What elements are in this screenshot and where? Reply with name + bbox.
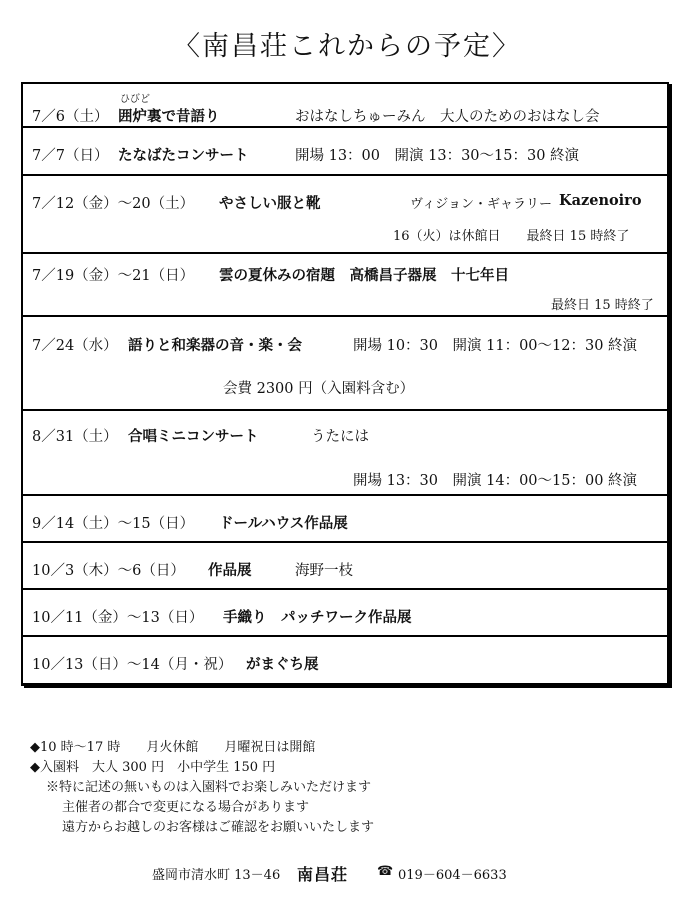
event-note: 最終日 15 時終了: [551, 298, 654, 313]
address: 盛岡市清水町 13－46: [152, 868, 281, 883]
event-date: 9／14（土）〜15（日）: [32, 516, 195, 532]
event-date: 7／12（金）〜20（土）: [32, 196, 195, 212]
page-title: 〈南昌荘これからの予定〉: [173, 31, 521, 62]
event-row: [23, 84, 667, 128]
event-detail: うたには: [311, 429, 369, 445]
event-detail: 開場 10：30 開演 11：00〜12：30 終演: [353, 338, 638, 354]
note-confirm: 遠方からお越しのお客様はご確認をお願いいたします: [62, 820, 375, 835]
telephone-icon: ☎: [377, 864, 394, 879]
event-date: 10／11（金）〜13（日）: [32, 610, 204, 626]
event-name: 作品展: [208, 562, 252, 579]
event-note: 開場 13：30 開演 14：00〜15：00 終演: [353, 473, 638, 489]
note-admission: ◆入園料 大人 300 円 小中学生 150 円: [30, 760, 276, 775]
telephone-number: 019－604－6633: [398, 868, 507, 883]
event-date: 10／3（木）〜6（日）: [32, 563, 185, 579]
event-detail: 開場 13：00 開演 13：30〜15：30 終演: [295, 148, 580, 164]
event-name: 雲の夏休みの宿題 高橋昌子器展 十七年目: [219, 267, 509, 284]
event-date: 8／31（土）: [32, 429, 118, 445]
event-name: 手織り パッチワーク作品展: [223, 609, 412, 626]
event-detail-en: Kazenoiro: [559, 192, 642, 209]
event-row: [23, 128, 667, 176]
event-name: たなばたコンサート: [118, 147, 249, 164]
event-row: [23, 176, 667, 254]
notes: [30, 738, 374, 838]
event-name: ドールハウス作品展: [219, 515, 348, 532]
event-row: [23, 637, 667, 684]
event-note: 16（火）は休館日 最終日 15 時終了: [393, 229, 630, 244]
event-name: 囲炉裏で昔語り: [118, 108, 220, 125]
event-row: [23, 411, 667, 496]
event-date: 10／13（日）〜14（月・祝）: [32, 657, 233, 673]
event-detail: 海野一枝: [295, 563, 353, 579]
event-row: [23, 496, 667, 543]
note-change: 主催者の都合で変更になる場合があります: [62, 800, 310, 815]
note-hours: ◆10 時〜17 時 月火休館 月曜祝日は開館: [30, 740, 316, 755]
event-detail: ヴィジョン・ギャラリー: [410, 197, 552, 212]
event-date: 7／24（水）: [32, 338, 118, 354]
event-detail: おはなしちゅーみん 大人のためのおはなし会: [295, 109, 600, 125]
note-free: ※特に記述の無いものは入園料でお楽しみいただけます: [46, 780, 372, 795]
event-name: やさしい服と靴: [219, 195, 321, 212]
schedule-table: [21, 82, 669, 686]
event-row: [23, 590, 667, 637]
event-name: がまぐち展: [246, 656, 319, 673]
brand-logo: 南昌荘: [297, 865, 349, 884]
event-name: 合唱ミニコンサート: [128, 428, 259, 445]
event-date: 7／19（金）〜21（日）: [32, 268, 195, 284]
event-row: [23, 317, 667, 411]
event-row: [23, 543, 667, 590]
event-date: 7／7（日）: [32, 148, 109, 164]
event-ruby: ひびど: [120, 94, 150, 105]
event-note: 会費 2300 円（入園料含む）: [223, 381, 415, 397]
event-row: [23, 254, 667, 317]
event-date: 7／6（土）: [32, 109, 109, 125]
event-name: 語りと和楽器の音・楽・会: [128, 337, 302, 354]
